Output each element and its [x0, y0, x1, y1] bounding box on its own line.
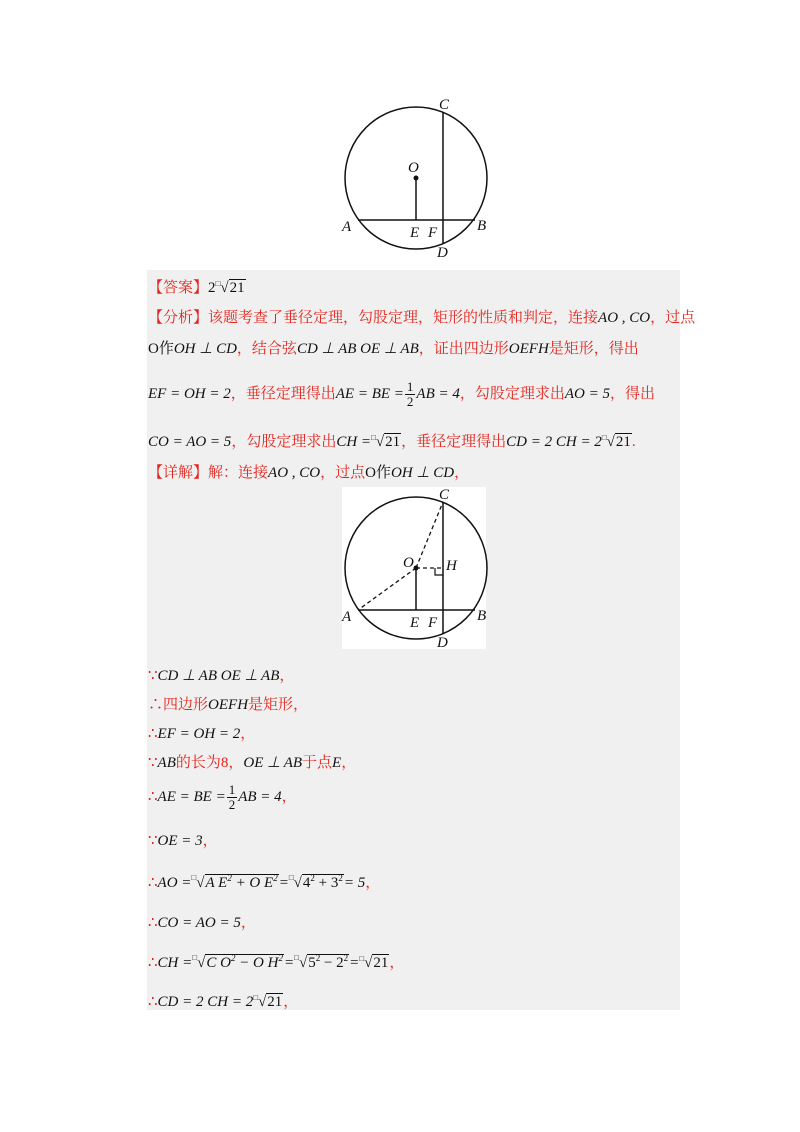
- figure-2-svg: [330, 482, 500, 654]
- step-9: ∴CH =□√C $O^2 - O$ $H^2=^□√5^2 - 2^2=^□√21$，: [148, 953, 405, 971]
- detail-tag: 【详解】: [148, 465, 209, 481]
- answer-tag: 【答案】: [148, 280, 209, 296]
- step-10: ∴CD = 2 CH = 2□√21，: [148, 993, 299, 1010]
- step-6: ∵OE = 3，: [148, 833, 218, 849]
- label-d: D: [437, 635, 448, 651]
- step-8: ∴CO = AO = 5，: [148, 915, 256, 931]
- label-f: F: [428, 225, 438, 241]
- label-b: B: [477, 218, 487, 234]
- label-c: C: [439, 487, 450, 503]
- center-point: [414, 566, 419, 571]
- answer-line: [148, 276, 246, 297]
- step-1: ∵CD ⊥ AB OE ⊥ AB，: [148, 668, 295, 684]
- figure-1: [330, 92, 500, 264]
- answer-radical: □√21: [215, 279, 245, 296]
- center-point: [414, 176, 419, 181]
- figure-1-svg: [330, 92, 500, 264]
- detail-intro: 【详解】解：连接AO , CO，过点O作OH ⊥ CD，: [148, 465, 470, 481]
- step-4: ∵AB的长为8，OE ⊥ AB于点E，: [148, 755, 357, 771]
- analysis-line-2: O作OH ⊥ CD，结合弦CD ⊥ AB OE ⊥ AB，证出四边形OEFH是矩形，得出: [148, 341, 639, 357]
- fraction-half: $\frac{1}{2}$: [228, 782, 236, 812]
- segment-co: [416, 502, 443, 568]
- step-5: ∴AE = BE = $\frac{1}{2}$ AB = 4，: [148, 782, 297, 812]
- analysis-tag: 【分析】: [148, 310, 209, 326]
- label-h: H: [446, 558, 457, 574]
- analysis-line-1: 【分析】该题考查了垂径定理，勾股定理，矩形的性质和判定，连接AO , CO，过点: [148, 310, 696, 326]
- step-2: ∴四边形OEFH是矩形，: [148, 697, 309, 713]
- label-a: A: [342, 219, 352, 235]
- label-c: C: [439, 97, 450, 113]
- label-b: B: [477, 608, 487, 624]
- label-o: O: [408, 160, 419, 176]
- label-o: O: [403, 555, 414, 571]
- label-e: E: [410, 615, 420, 631]
- fraction-half: $\frac{1}{2}$: [406, 379, 414, 409]
- analysis-line-3: EF = OH = 2，垂径定理得出AE = BE = $\frac{1}{2}$ AB = 4，勾股定理求出AO = 5，得出: [148, 379, 656, 409]
- figure-2: [330, 482, 500, 654]
- analysis-line-4: CO = AO = 5，勾股定理求出CH =□√21，垂径定理得出CD = 2 CH = 2□√21.: [148, 433, 636, 450]
- answer-coef: 2: [208, 280, 216, 296]
- right-angle-mark: [435, 568, 443, 575]
- label-d: D: [437, 245, 448, 261]
- segment-ao: [358, 568, 416, 610]
- step-7: ∴AO =□√A $E^2 + O$ $E^2=^□√4^2 + 3^2= 5$，: [148, 873, 381, 891]
- label-a: A: [342, 609, 352, 625]
- step-3: ∴EF = OH = 2，: [148, 726, 256, 742]
- label-f: F: [428, 615, 438, 631]
- label-e: E: [410, 225, 420, 241]
